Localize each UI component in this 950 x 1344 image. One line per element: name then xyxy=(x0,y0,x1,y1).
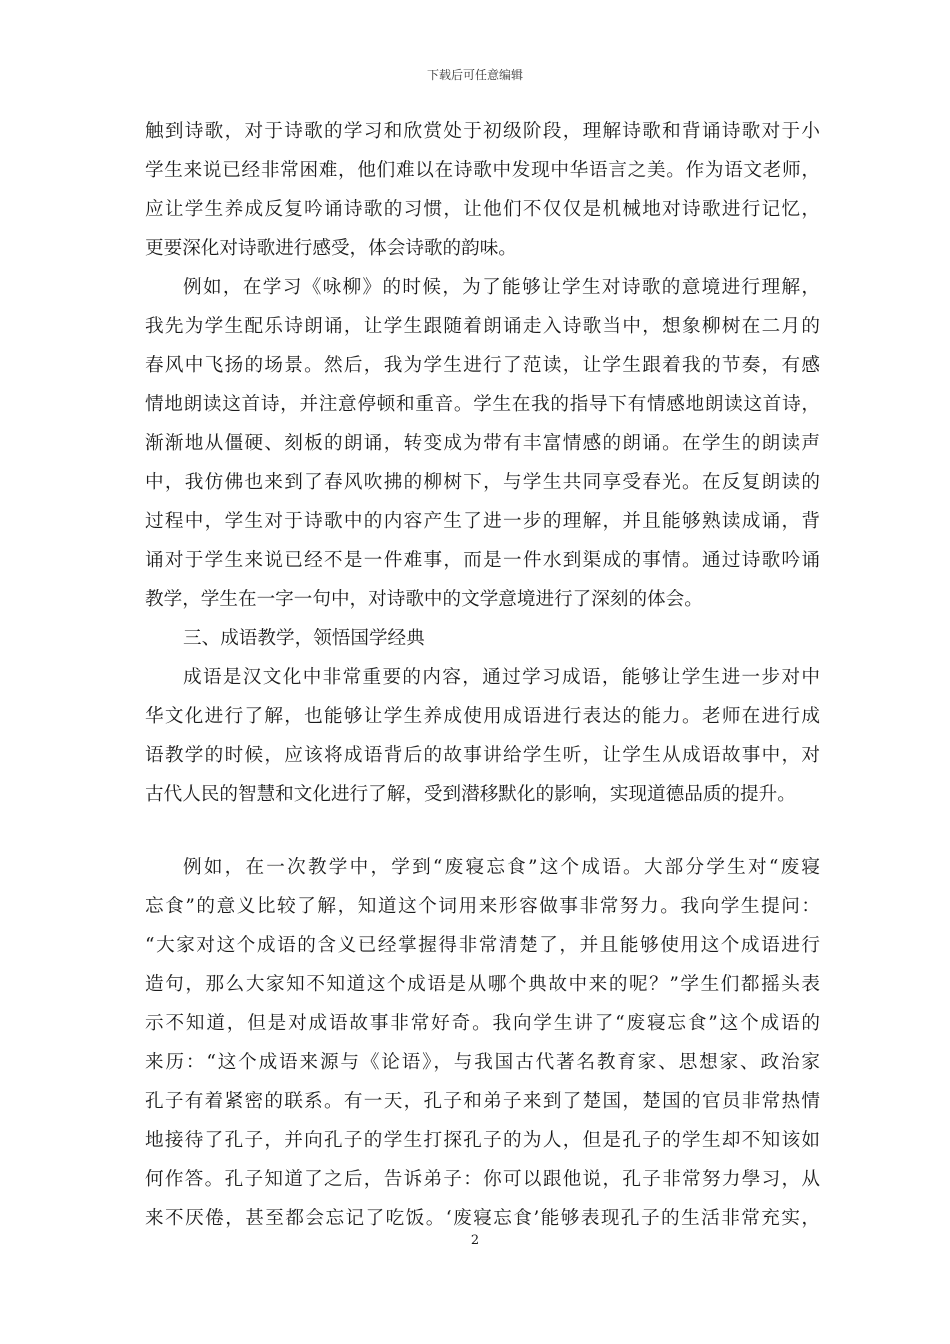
text-line: 语教学的时候，应该将成语背后的故事讲给学生听，让学生从成语故事中，对 xyxy=(145,745,820,766)
heading-line: 三、成语教学，领悟国学经典 xyxy=(183,628,425,649)
text-line: 示不知道，但是对成语故事非常好奇。我向学生讲了“废寝忘食”这个成语的 xyxy=(145,1013,820,1034)
text-line: 来历：“这个成语来源与《论语》，与我国古代著名教育家、思想家、政治家 xyxy=(145,1052,820,1073)
document-body xyxy=(145,112,820,1238)
page-number: 2 xyxy=(470,1233,480,1248)
text-line: 孔子有着紧密的联系。有一天，孔子和弟子来到了楚国，楚国的官员非常热情 xyxy=(145,1091,820,1112)
text-line: “大家对这个成语的含义已经掌握得非常清楚了，并且能够使用这个成语进行 xyxy=(145,935,820,956)
text-line: 造句，那么大家知不知道这个成语是从哪个典故中来的呢？”学生们都摇头表 xyxy=(145,974,820,995)
text-line: 华文化进行了解，也能够让学生养成使用成语进行表达的能力。老师在进行成 xyxy=(145,706,820,727)
text-line: 古代人民的智慧和文化进行了解，受到潜移默化的影响，实现道德品质的提升。 xyxy=(145,784,796,805)
paragraph xyxy=(145,112,820,268)
text-line: 渐渐地从僵硬、刻板的朗诵，转变成为带有丰富情感的朗诵。在学生的朗读声 xyxy=(145,433,820,454)
text-line: 例如，在一次教学中，学到“废寝忘食”这个成语。大部分学生对“废寝 xyxy=(183,857,820,878)
text-line: 忘食”的意义比较了解，知道这个词用来形容做事非常努力。我向学生提问： xyxy=(145,896,820,917)
text-line: 应让学生养成反复吟诵诗歌的习惯，让他们不仅仅是机械地对诗歌进行记忆， xyxy=(145,199,820,220)
text-line: 地接待了孔子，并向孔子的学生打探孔子的为人，但是孔子的学生却不知该如 xyxy=(145,1130,820,1151)
text-line: 我先为学生配乐诗朗诵，让学生跟随着朗诵走入诗歌当中，想象柳树在二月的 xyxy=(145,316,820,337)
text-line: 教学，学生在一字一句中，对诗歌中的文学意境进行了深刻的体会。 xyxy=(145,589,703,610)
text-line: 例如，在学习《咏柳》的时候，为了能够让学生对诗歌的意境进行理解， xyxy=(183,277,820,298)
text-line: 学生来说已经非常困难，他们难以在诗歌中发现中华语言之美。作为语文老师， xyxy=(145,160,820,181)
text-line: 来不厌倦，甚至都会忘记了吃饭。‘废寝忘食’能够表现孔子的生活非常充实， xyxy=(145,1208,820,1229)
paragraph xyxy=(145,658,820,814)
blank-line xyxy=(145,814,820,848)
paragraph xyxy=(145,268,820,619)
text-line: 中，我仿佛也来到了春风吹拂的柳树下，与学生共同享受春光。在反复朗读的 xyxy=(145,472,820,493)
text-line: 何作答。孔子知道了之后，告诉弟子：你可以跟他说，孔子非常努力學习，从 xyxy=(145,1169,820,1190)
section-heading xyxy=(145,619,820,658)
text-line: 情地朗读这首诗，并注意停顿和重音。学生在我的指导下有情感地朗读这首诗， xyxy=(145,394,820,415)
text-line: 更要深化对诗歌进行感受，体会诗歌的韵味。 xyxy=(145,238,517,259)
paragraph xyxy=(145,848,820,1238)
text-line: 春风中飞扬的场景。然后，我为学生进行了范读，让学生跟着我的节奏，有感 xyxy=(145,355,820,376)
text-line: 诵对于学生来说已经不是一件难事，而是一件水到渠成的事情。通过诗歌吟诵 xyxy=(145,550,820,571)
text-line: 过程中，学生对于诗歌中的内容产生了进一步的理解，并且能够熟读成诵，背 xyxy=(145,511,820,532)
text-line: 触到诗歌，对于诗歌的学习和欣赏处于初级阶段，理解诗歌和背诵诗歌对于小 xyxy=(145,121,820,142)
page-header: 下载后可任意编辑 xyxy=(426,68,523,82)
text-line: 成语是汉文化中非常重要的内容，通过学习成语，能够让学生进一步对中 xyxy=(183,667,820,688)
